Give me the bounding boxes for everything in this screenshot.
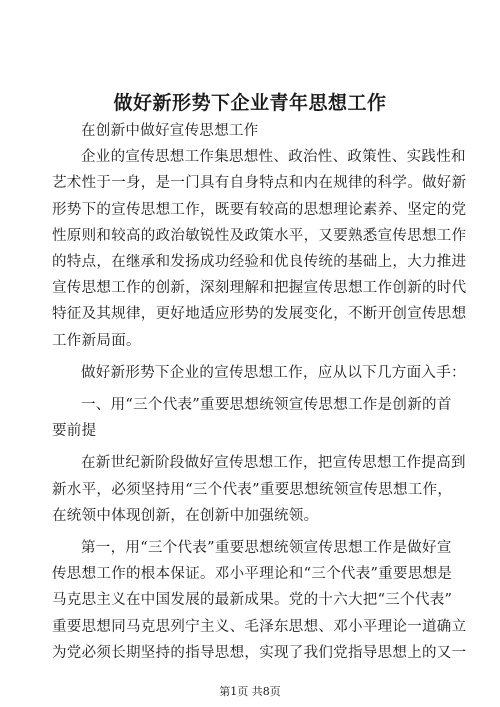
paragraph-line: 传思想工作的根本保证。邓小平理论和“三个代表”重要思想是 [52, 566, 453, 583]
paragraph-4 [52, 450, 466, 529]
paragraph-line: 在新世纪新阶段做好宣传思想工作，把宣传思想工作提高到 [81, 455, 466, 472]
section-heading: 在创新中做好宣传思想工作 [81, 123, 259, 139]
paragraph-line: 一、用“三个代表”重要思想统领宣传思想工作是创新的首 [81, 397, 452, 414]
paragraph-5 [52, 535, 467, 666]
paragraph-line: 重要思想同马克思列宁主义、毛泽东思想、邓小平理论一道确立 [52, 618, 467, 635]
paragraph-1 [52, 144, 467, 354]
document-title: 做好新形势下企业青年思想工作 [113, 92, 387, 114]
paragraph-line: 宣传思想工作的创新，深刻理解和把握宣传思想工作创新的时代 [52, 280, 467, 297]
paragraph-line: 做好新形势下企业的宣传思想工作，应从以下几方面入手： [81, 364, 466, 381]
paragraph-line: 为党必须长期坚持的指导思想，实现了我们党指导思想上的又一 [52, 644, 467, 661]
document-body [52, 118, 467, 666]
paragraph-line: 第一，用“三个代表”重要思想统领宣传思想工作是做好宣 [81, 540, 452, 557]
paragraph-line: 马克思主义在中国发展的最新成果。党的十六大把“三个代表” [52, 592, 453, 609]
paragraph-line: 在统领中体现创新，在创新中加强统领。 [52, 507, 319, 524]
paragraph-line: 新水平，必须坚持用“三个代表”重要思想统领宣传思想工作， [52, 481, 453, 498]
paragraph-line: 特征及其规律，更好地适应形势的发展变化，不断开创宣传思想 [52, 306, 467, 323]
paragraph-line: 性原则和较高的政治敏锐性及政策水平，又要熟悉宣传思想工作 [52, 227, 467, 244]
paragraph-2 [52, 360, 466, 386]
paragraph-line: 的特点，在继承和发扬成功经验和优良传统的基础上，大力推进 [52, 254, 467, 271]
paragraph-line: 工作新局面。 [52, 332, 141, 349]
paragraph-3-heading [52, 392, 452, 444]
paragraph-line: 要前提 [52, 423, 97, 440]
paragraph-line: 形势下的宣传思想工作，既要有较高的思想理论素养、坚定的党 [52, 201, 467, 218]
page-number-footer: 第1页 共8页 [219, 685, 281, 698]
paragraph-line: 艺术性于一身，是一门具有自身特点和内在规律的科学。做好新 [52, 175, 467, 192]
paragraph-line: 企业的宣传思想工作集思想性、政治性、政策性、实践性和 [81, 149, 466, 166]
